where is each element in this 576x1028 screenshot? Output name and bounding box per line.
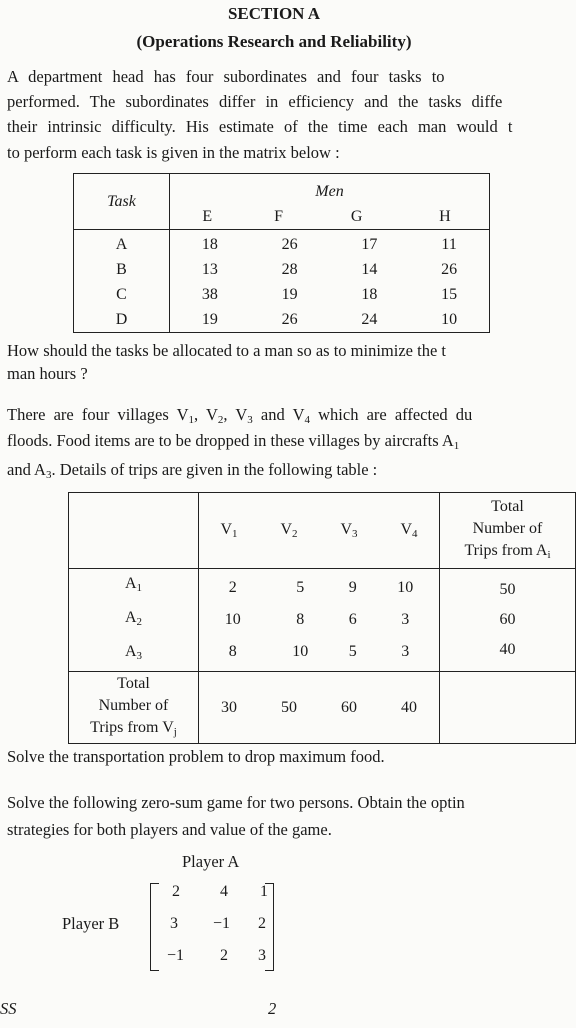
v-label: V (220, 521, 233, 538)
sub: 2 (217, 414, 224, 426)
row-total: 40 (499, 641, 516, 658)
table-cell: 19 (281, 286, 298, 303)
q2-question: Solve the transportation problem to drop maximum food. (7, 747, 385, 766)
table-row (170, 232, 489, 257)
v-label: V (340, 521, 353, 538)
v-label: V (292, 405, 305, 424)
sub: 1 (453, 440, 460, 452)
men-col: G (350, 207, 363, 225)
transportation-table (68, 492, 576, 744)
header-line (440, 540, 575, 566)
col-header (259, 515, 319, 547)
table-cell: 3 (401, 643, 410, 660)
table-cell: 9 (348, 579, 357, 596)
table-cell: 10 (292, 643, 309, 660)
payoff-matrix (150, 883, 274, 969)
q2-line-3-tail: . Details of trips are given in the following table : (51, 460, 378, 479)
table-cell: 18 (361, 286, 378, 303)
q2-line-3-text: and A (7, 460, 46, 479)
table-cell: 8 (296, 611, 305, 628)
corner-cell (69, 493, 199, 569)
table-cell: 3 (401, 611, 410, 628)
table-row (170, 257, 489, 282)
player-a-label: Player A (182, 852, 240, 871)
q2-line-3 (7, 458, 377, 487)
table-cell: 14 (361, 261, 378, 278)
q1-line-4: to perform each task is given in the matrix below : (7, 143, 340, 162)
task-label-column (74, 230, 170, 333)
matrix-cell: 2 (220, 947, 228, 964)
sub: 3 (45, 469, 52, 481)
table-row (199, 604, 439, 636)
table-row (199, 692, 439, 724)
table-cell: 5 (348, 643, 357, 660)
header-text: Trips from A (464, 541, 548, 559)
col-header (379, 515, 439, 547)
row-total: 60 (499, 611, 516, 628)
q2-line-2 (7, 429, 459, 458)
row-total: 50 (499, 581, 516, 598)
section-subtitle: (Operations Research and Reliability) (136, 32, 412, 51)
footer-code: SS (0, 999, 17, 1018)
q2-line-2-text: floods. Food items are to be dropped in these villages by aircrafts A (7, 431, 454, 450)
q3-line-1: Solve the following zero-sum game for two persons. Obtain the optin (7, 793, 465, 812)
table-cell: 28 (281, 261, 298, 278)
row-label (69, 569, 198, 603)
column-total: 30 (221, 698, 237, 716)
table-cell: 5 (296, 579, 305, 596)
q1-line-1: A department head has four subordinates and four tasks to (7, 67, 445, 86)
table-row (199, 572, 439, 604)
task-label: C (116, 286, 127, 303)
task-time-table (73, 173, 490, 333)
player-b-label: Player B (62, 914, 120, 933)
matrix-cell: −1 (166, 947, 184, 964)
v-label: V (235, 405, 248, 424)
matrix-cell: 3 (258, 947, 266, 964)
table-cell: 10 (397, 579, 414, 596)
header-line: Number of (472, 519, 543, 537)
section-title: SECTION A (227, 4, 321, 23)
table-row (170, 307, 489, 332)
table-cell: 2 (228, 579, 237, 596)
page-number: 2 (268, 999, 277, 1018)
men-col: F (274, 207, 284, 225)
header-line (69, 717, 198, 743)
matrix-cell: 2 (258, 915, 266, 932)
matrix-cell: 3 (170, 915, 178, 932)
table-cell: 10 (224, 611, 241, 628)
v-label: V (280, 521, 293, 538)
sub: j (173, 725, 177, 738)
q1-question-line-1: How should the tasks be allocated to a man so as to minimize the t (7, 341, 446, 360)
table-cell: 8 (228, 643, 237, 660)
sub: 1 (188, 414, 195, 426)
a-label: A (124, 643, 137, 660)
table-cell: 11 (441, 236, 457, 253)
men-col: H (439, 207, 451, 225)
q3-line-2: strategies for both players and value of the game. (7, 820, 332, 839)
row-label (69, 637, 198, 671)
a-label: A (124, 609, 137, 626)
column-total: 50 (281, 698, 297, 716)
table-cell: 6 (348, 611, 357, 628)
q1-line-2: performed. The subordinates differ in efficiency and the tasks diffe (7, 92, 503, 111)
table-cell: 26 (281, 236, 298, 253)
empty-cell (440, 672, 576, 744)
v-label: V (206, 405, 218, 424)
men-header: Men (315, 182, 344, 200)
total-from-header (440, 493, 576, 569)
sub: i (547, 548, 551, 561)
table-cell: 10 (441, 311, 458, 328)
header-line: Total (491, 497, 524, 515)
matrix-cell: 4 (220, 883, 228, 900)
sub: 3 (247, 414, 253, 426)
v-label: V (400, 521, 413, 538)
sub: 3 (352, 528, 358, 540)
sub: 1 (136, 582, 143, 594)
table-cell: 24 (361, 311, 378, 328)
row-labels (69, 569, 199, 672)
sub: 2 (136, 616, 143, 628)
task-label: A (115, 236, 128, 253)
q1-line-3: their intrinsic difficulty. His estimate of the time each man would t (7, 117, 513, 136)
header-line: Number of (98, 696, 169, 714)
row-label (69, 603, 198, 637)
a-label: A (124, 575, 137, 592)
table-cell: 13 (201, 261, 218, 278)
column-total: 60 (341, 698, 357, 716)
column-total: 40 (401, 698, 417, 716)
matrix-cell: 1 (260, 883, 268, 900)
matrix-cell: −1 (212, 915, 230, 932)
q1-question-line-2: man hours ? (7, 364, 88, 383)
table-cell: 15 (441, 286, 458, 303)
sub: 2 (292, 528, 298, 540)
table-cell: 18 (201, 236, 218, 253)
col-header (199, 515, 259, 547)
q2-line-1-text: There are four villages V (7, 405, 189, 424)
table-cell: 26 (281, 311, 298, 328)
table-row (170, 282, 489, 307)
q2-line-1: There are four villages $V_1$, $V_2$, $V_3$ and $V_4$ which are affected du (7, 405, 473, 426)
sub: 4 (304, 414, 310, 426)
sub: 1 (232, 528, 238, 540)
men-col: E (202, 207, 213, 225)
task-header: Task (74, 174, 170, 230)
total-to-header (69, 672, 199, 744)
header-text: Trips from V (90, 718, 174, 736)
matrix-cell: 2 (172, 883, 180, 900)
task-label: D (115, 311, 128, 328)
row-totals (440, 569, 576, 672)
table-cell: 17 (361, 236, 378, 253)
table-cell: 38 (201, 286, 218, 303)
col-header (319, 515, 379, 547)
sub: 4 (412, 528, 418, 540)
table-row (199, 636, 439, 668)
table-cell: 26 (441, 261, 458, 278)
header-line: Total (117, 674, 150, 692)
q2-line-1-tail: which are affected du (318, 405, 473, 424)
sub: 3 (136, 650, 143, 662)
task-label: B (116, 261, 127, 278)
table-cell: 19 (201, 311, 218, 328)
